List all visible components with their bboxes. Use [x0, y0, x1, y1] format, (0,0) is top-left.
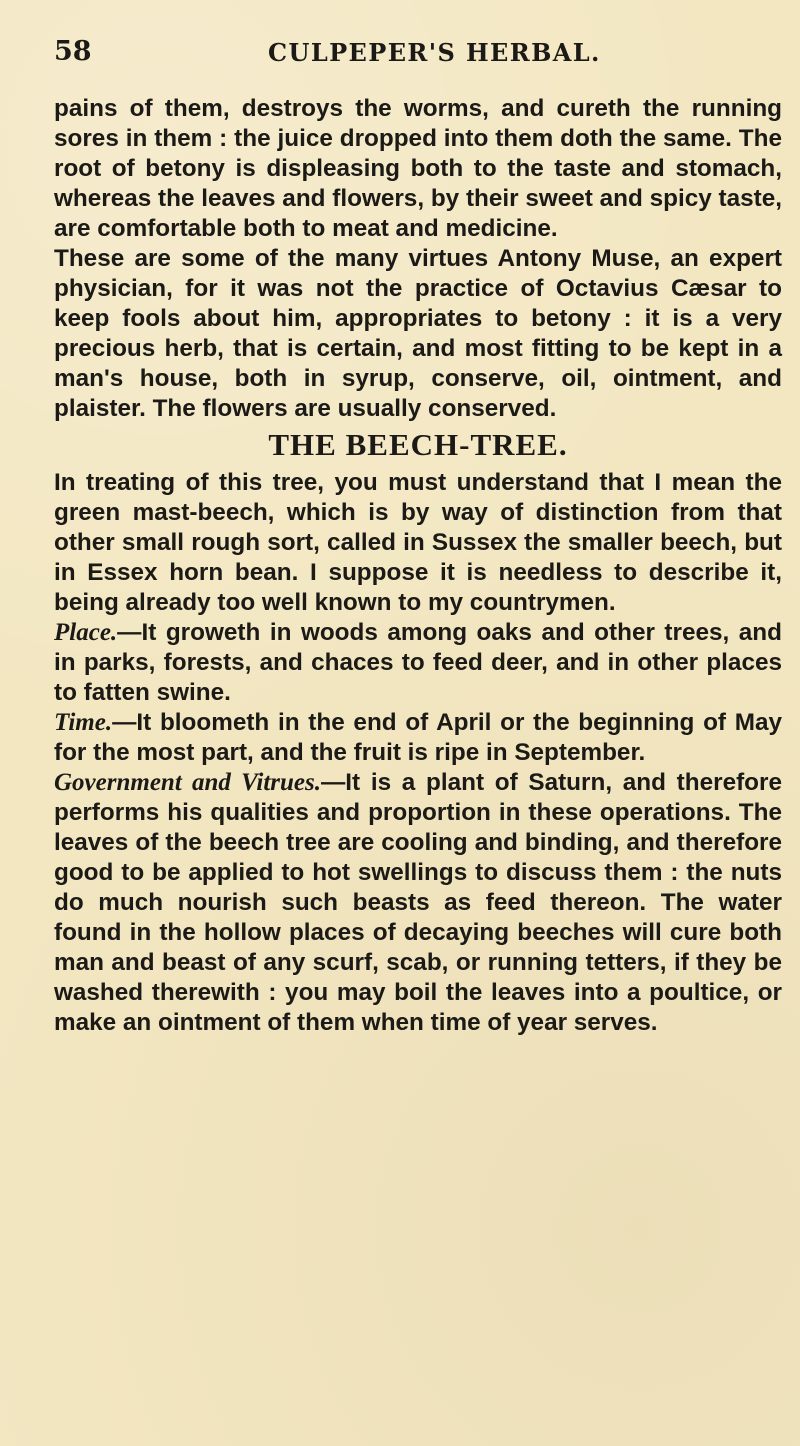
- time-text: —It bloometh in the end of April or the beginning of May for the most part, and the fruit is ripe in September.: [54, 709, 782, 766]
- government-paragraph: [54, 768, 782, 1038]
- section-heading: THE BEECH-TREE.: [268, 427, 568, 462]
- running-head: CULPEPER'S HERBAL.: [268, 38, 601, 67]
- place-text: —It groweth in woods among oaks and other trees, and in parks, forests, and chaces to feed deer, and in other places to fatten swine.: [54, 619, 782, 706]
- page-number: 58: [54, 36, 92, 67]
- government-label: Government and Vitrues.: [54, 769, 321, 796]
- government-text: —It is a plant of Saturn, and therefore performs his qualities and proportion in these operations. The leaves of the beech tree are cooling and binding, and therefore good to be applied to hot swellings to discuss them : the nuts do much nourish such beasts as feed thereon. The water found in the hollow places of decaying beeches will cure both man and beast of any scurf, scab, or running tetters, if they be washed therewith : you may boil the leaves into a poultice, or make an ointment of them when time of year serves.: [54, 769, 782, 1036]
- virtues-paragraph: These are some of the many virtues Antony Muse, an expert physician, for it was not the practice of Octavius Cæsar to keep fools about him, appropriates to betony : it is a very precious herb, that is certain, and most fitting to be kept in a man's house, both in syrup, conserve, oil, ointment, and plaister. The flowers are usually conserved.: [54, 245, 782, 422]
- beech-introduction-paragraph: In treating of this tree, you must understand that I mean the green mast-beech, which is by way of distinction from that other small rough sort, called in Sussex the smaller beech, but in Essex horn bean. I suppose it is needless to describe it, being already too well known to my countrymen.: [54, 469, 782, 616]
- intro-paragraph: pains of them, destroys the worms, and cureth the running sores in them : the juice dropped into them doth the same. The root of betony is displeasing both to the taste and stomach, whereas the leaves and flowers, by their sweet and spicy taste, are comfortable both to meat and medicine.: [54, 95, 782, 242]
- place-paragraph: [54, 618, 782, 708]
- time-paragraph: [54, 708, 782, 768]
- place-label: Place.: [54, 619, 118, 646]
- page-body: [54, 94, 782, 1038]
- page-header: [54, 36, 782, 76]
- time-label: Time.: [54, 709, 113, 736]
